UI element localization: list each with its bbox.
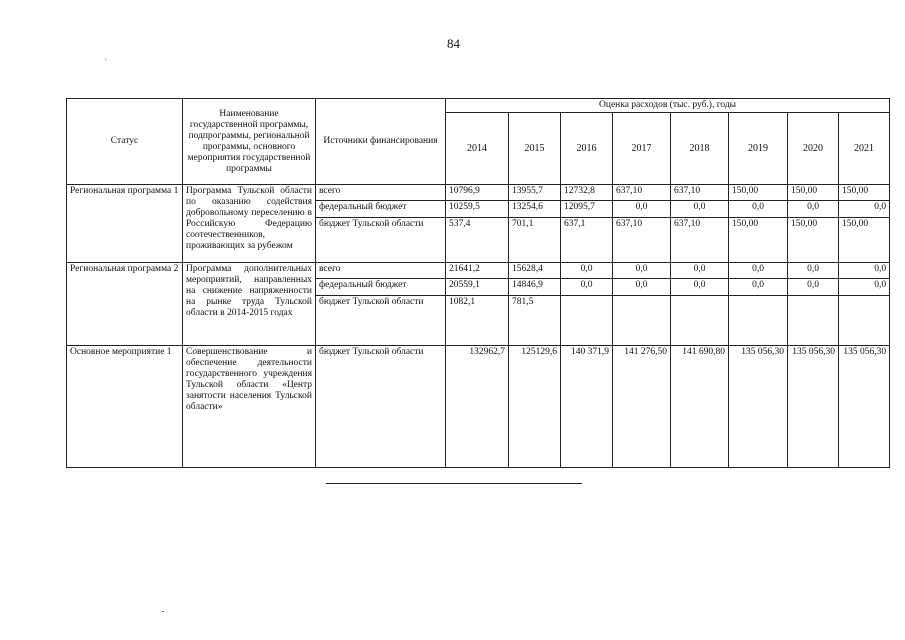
value-cell: 0,0 [839,201,890,218]
value-cell: 21641,2 [446,263,509,279]
value-cell: 15628,4 [509,263,561,279]
value-cell: 150,00 [788,185,839,201]
row-status: Региональная программа 2 [67,263,183,346]
value-cell: 0,0 [671,263,729,279]
value-cell: 20559,1 [446,279,509,296]
value-cell [729,296,788,346]
page-number: 84 [447,36,460,51]
header-status: Статус [67,99,183,185]
value-cell: 1082,1 [446,296,509,346]
value-cell: 0,0 [671,201,729,218]
scan-speck [105,59,106,60]
value-cell: 10259,5 [446,201,509,218]
value-cell: 14846,9 [509,279,561,296]
value-cell: 0,0 [561,279,613,296]
value-cell: 0,0 [671,279,729,296]
funding-source: бюджет Тульской области [316,296,446,346]
value-cell: 13955,7 [509,185,561,201]
value-cell: 637,10 [613,218,671,263]
value-cell: 135 056,30 [729,346,788,468]
value-cell: 141 276,50 [613,346,671,468]
value-cell [613,296,671,346]
value-cell: 0,0 [788,201,839,218]
value-cell: 0,0 [788,263,839,279]
row-program-name: Совершенствование и обеспечение деятельности государственного учреждения Тульской области «Центр занятости населения Тульской области» [183,346,316,468]
value-cell: 0,0 [613,201,671,218]
funding-source: всего [316,263,446,279]
row-program-name: Программа Тульской области по оказанию содействия добровольному переселению в Российскую Федерацию соотечественников, проживающих за рубежом [183,185,316,263]
footer-rule [326,483,582,484]
value-cell [839,296,890,346]
year-header: 2016 [561,113,613,185]
value-cell [561,296,613,346]
value-cell: 0,0 [613,279,671,296]
value-cell: 637,10 [671,218,729,263]
value-cell: 150,00 [839,218,890,263]
funding-source: бюджет Тульской области [316,218,446,263]
value-cell: 701,1 [509,218,561,263]
value-cell: 141 690,80 [671,346,729,468]
value-cell: 781,5 [509,296,561,346]
funding-source: федеральный бюджет [316,201,446,218]
value-cell: 132962,7 [446,346,509,468]
row-program-name: Программа дополнительных мероприятий, направленных на снижение напряженности на рынке труда Тульской области в 2014-2015 годах [183,263,316,346]
year-header: 2015 [509,113,561,185]
value-cell: 0,0 [613,263,671,279]
value-cell: 0,0 [788,279,839,296]
year-header: 2017 [613,113,671,185]
value-cell: 0,0 [729,201,788,218]
year-header: 2018 [671,113,729,185]
value-cell: 637,10 [613,185,671,201]
header-name: Наименование государственной программы, подпрограммы, региональной программы, основного мероприятия государственной программы [183,99,316,185]
row-status: Региональная программа 1 [67,185,183,263]
value-cell: 0,0 [839,263,890,279]
funding-source: федеральный бюджет [316,279,446,296]
value-cell: 12095,7 [561,201,613,218]
value-cell: 150,00 [839,185,890,201]
value-cell: 637,10 [671,185,729,201]
value-cell: 0,0 [729,279,788,296]
value-cell: 125129,6 [509,346,561,468]
value-cell: 0,0 [729,263,788,279]
value-cell: 12732,8 [561,185,613,201]
row-status: Основное мероприятие 1 [67,346,183,468]
value-cell: 135 056,30 [839,346,890,468]
value-cell: 637,1 [561,218,613,263]
funding-source: бюджет Тульской области [316,346,446,468]
scan-speck [162,611,164,612]
value-cell: 0,0 [839,279,890,296]
header-sources: Источники финансирования [316,99,446,185]
funding-source: всего [316,185,446,201]
year-header: 2014 [446,113,509,185]
value-cell [671,296,729,346]
year-header: 2019 [729,113,788,185]
value-cell: 0,0 [561,263,613,279]
value-cell: 150,00 [729,218,788,263]
year-header: 2021 [839,113,890,185]
value-cell: 13254,6 [509,201,561,218]
budget-table [66,98,890,468]
value-cell: 140 371,9 [561,346,613,468]
value-cell [788,296,839,346]
header-estimate: Оценка расходов (тыс. руб.), годы [446,99,890,113]
value-cell: 10796,9 [446,185,509,201]
year-header: 2020 [788,113,839,185]
value-cell: 150,00 [729,185,788,201]
value-cell: 537,4 [446,218,509,263]
value-cell: 150,00 [788,218,839,263]
value-cell: 135 056,30 [788,346,839,468]
